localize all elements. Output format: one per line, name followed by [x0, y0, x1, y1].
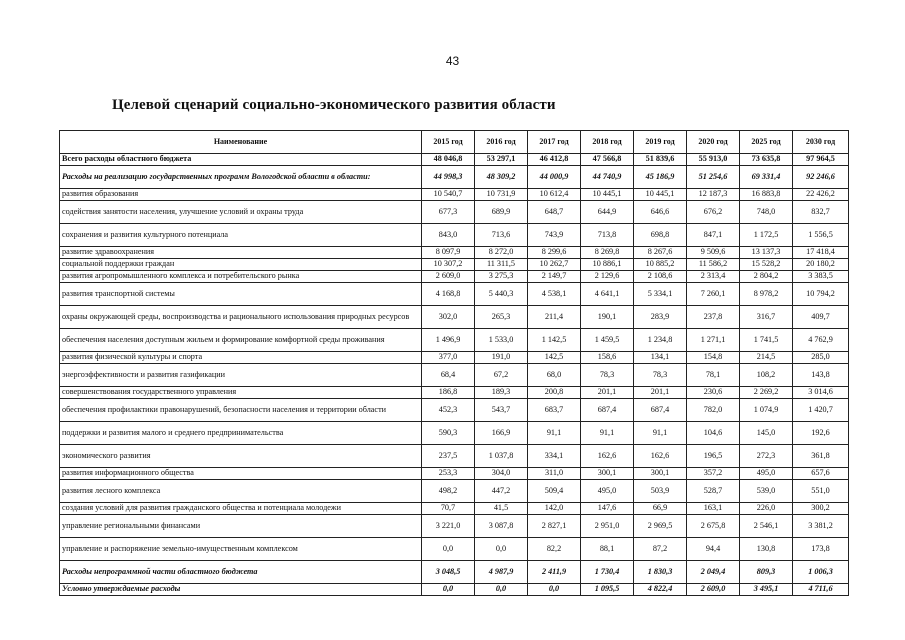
- value-cell-2017: 142,5: [528, 352, 581, 364]
- column-header-2025: 2025 год: [740, 131, 793, 154]
- value-cell-2025: 16 883,8: [740, 189, 793, 201]
- value-cell-2017: 8 299,6: [528, 247, 581, 259]
- value-cell-2025: 15 528,2: [740, 259, 793, 271]
- value-cell-2025: 145,0: [740, 422, 793, 445]
- value-cell-2030: 551,0: [793, 480, 849, 503]
- row-label: создания условий для развития гражданского общества и потенциала молодежи: [60, 503, 422, 515]
- value-cell-2020: 357,2: [687, 468, 740, 480]
- value-cell-2015: 302,0: [422, 306, 475, 329]
- row-label: охраны окружающей среды, воспроизводства и рационального использования природных ресурсов: [60, 306, 422, 329]
- value-cell-2017: 648,7: [528, 201, 581, 224]
- value-cell-2016: 304,0: [475, 468, 528, 480]
- column-header-2017: 2017 год: [528, 131, 581, 154]
- value-cell-2030: 285,0: [793, 352, 849, 364]
- value-cell-2030: 3 381,2: [793, 515, 849, 538]
- row-label: совершенствования государственного управления: [60, 387, 422, 399]
- value-cell-2018: 687,4: [581, 399, 634, 422]
- value-cell-2018: 2 129,6: [581, 271, 634, 283]
- value-cell-2019: 87,2: [634, 538, 687, 561]
- table-row: [60, 306, 849, 329]
- value-cell-2015: 843,0: [422, 224, 475, 247]
- value-cell-2015: 44 998,3: [422, 166, 475, 189]
- value-cell-2015: 68,4: [422, 364, 475, 387]
- row-label: управление и распоряжение земельно-имущественным комплексом: [60, 538, 422, 561]
- value-cell-2030: 1 006,3: [793, 561, 849, 584]
- row-label: развития физической культуры и спорта: [60, 352, 422, 364]
- value-cell-2020: 2 609,0: [687, 584, 740, 596]
- row-label: развитие здравоохранения: [60, 247, 422, 259]
- budget-table: [59, 130, 849, 596]
- value-cell-2030: 92 246,6: [793, 166, 849, 189]
- value-cell-2015: 10 540,7: [422, 189, 475, 201]
- row-label: развития лесного комплекса: [60, 480, 422, 503]
- value-cell-2019: 2 969,5: [634, 515, 687, 538]
- value-cell-2025: 8 978,2: [740, 283, 793, 306]
- value-cell-2018: 158,6: [581, 352, 634, 364]
- row-label: развития транспортной системы: [60, 283, 422, 306]
- value-cell-2017: 10 262,7: [528, 259, 581, 271]
- column-header-2019: 2019 год: [634, 131, 687, 154]
- value-cell-2020: 230,6: [687, 387, 740, 399]
- value-cell-2030: 17 418,4: [793, 247, 849, 259]
- value-cell-2017: 44 000,9: [528, 166, 581, 189]
- value-cell-2017: 2 827,1: [528, 515, 581, 538]
- value-cell-2020: 154,8: [687, 352, 740, 364]
- row-label: развития образования: [60, 189, 422, 201]
- value-cell-2016: 5 440,3: [475, 283, 528, 306]
- value-cell-2015: 498,2: [422, 480, 475, 503]
- value-cell-2016: 189,3: [475, 387, 528, 399]
- value-cell-2025: 2 269,2: [740, 387, 793, 399]
- value-cell-2025: 1 741,5: [740, 329, 793, 352]
- value-cell-2020: 11 586,2: [687, 259, 740, 271]
- value-cell-2025: 2 804,2: [740, 271, 793, 283]
- value-cell-2030: 657,6: [793, 468, 849, 480]
- value-cell-2018: 201,1: [581, 387, 634, 399]
- value-cell-2030: 832,7: [793, 201, 849, 224]
- table-row: [60, 259, 849, 271]
- value-cell-2018: 10 886,1: [581, 259, 634, 271]
- value-cell-2016: 8 272,0: [475, 247, 528, 259]
- value-cell-2018: 1 095,5: [581, 584, 634, 596]
- value-cell-2016: 10 731,9: [475, 189, 528, 201]
- value-cell-2015: 377,0: [422, 352, 475, 364]
- table-row: [60, 468, 849, 480]
- value-cell-2020: 528,7: [687, 480, 740, 503]
- table-row: [60, 271, 849, 283]
- value-cell-2020: 9 509,6: [687, 247, 740, 259]
- value-cell-2020: 2 675,8: [687, 515, 740, 538]
- table-row: [60, 352, 849, 364]
- value-cell-2018: 2 951,0: [581, 515, 634, 538]
- value-cell-2016: 67,2: [475, 364, 528, 387]
- value-cell-2020: 78,1: [687, 364, 740, 387]
- value-cell-2018: 47 566,8: [581, 154, 634, 166]
- row-label: развития информационного общества: [60, 468, 422, 480]
- table-body: [60, 154, 849, 596]
- value-cell-2025: 3 495,1: [740, 584, 793, 596]
- value-cell-2020: 237,8: [687, 306, 740, 329]
- value-cell-2030: 300,2: [793, 503, 849, 515]
- value-cell-2019: 687,4: [634, 399, 687, 422]
- value-cell-2025: 1 172,5: [740, 224, 793, 247]
- value-cell-2015: 186,8: [422, 387, 475, 399]
- value-cell-2025: 495,0: [740, 468, 793, 480]
- row-label: содействия занятости населения, улучшение условий и охраны труда: [60, 201, 422, 224]
- value-cell-2017: 91,1: [528, 422, 581, 445]
- value-cell-2025: 316,7: [740, 306, 793, 329]
- value-cell-2025: 748,0: [740, 201, 793, 224]
- value-cell-2016: 3 087,8: [475, 515, 528, 538]
- value-cell-2015: 452,3: [422, 399, 475, 422]
- value-cell-2025: 130,8: [740, 538, 793, 561]
- value-cell-2030: 361,8: [793, 445, 849, 468]
- value-cell-2019: 283,9: [634, 306, 687, 329]
- row-label: поддержки и развития малого и среднего предпринимательства: [60, 422, 422, 445]
- value-cell-2030: 3 014,6: [793, 387, 849, 399]
- value-cell-2020: 104,6: [687, 422, 740, 445]
- row-label: обеспечения профилактики правонарушений, безопасности населения и территории области: [60, 399, 422, 422]
- document-title: Целевой сценарий социально-экономического развития области: [112, 97, 556, 113]
- value-cell-2016: 11 311,5: [475, 259, 528, 271]
- value-cell-2025: 73 635,8: [740, 154, 793, 166]
- value-cell-2017: 46 412,8: [528, 154, 581, 166]
- value-cell-2017: 0,0: [528, 584, 581, 596]
- value-cell-2019: 503,9: [634, 480, 687, 503]
- value-cell-2025: 809,3: [740, 561, 793, 584]
- value-cell-2016: 41,5: [475, 503, 528, 515]
- table-row: [60, 584, 849, 596]
- value-cell-2025: 214,5: [740, 352, 793, 364]
- value-cell-2017: 2 411,9: [528, 561, 581, 584]
- row-label: Всего расходы областного бюджета: [60, 154, 422, 166]
- value-cell-2018: 91,1: [581, 422, 634, 445]
- table-row: [60, 201, 849, 224]
- value-cell-2030: 97 964,5: [793, 154, 849, 166]
- value-cell-2025: 13 137,3: [740, 247, 793, 259]
- value-cell-2030: 173,8: [793, 538, 849, 561]
- value-cell-2017: 10 612,4: [528, 189, 581, 201]
- value-cell-2020: 51 254,6: [687, 166, 740, 189]
- table-row: [60, 399, 849, 422]
- value-cell-2015: 1 496,9: [422, 329, 475, 352]
- value-cell-2016: 447,2: [475, 480, 528, 503]
- column-header-2016: 2016 год: [475, 131, 528, 154]
- value-cell-2030: 1 556,5: [793, 224, 849, 247]
- value-cell-2018: 78,3: [581, 364, 634, 387]
- value-cell-2030: 4 762,9: [793, 329, 849, 352]
- value-cell-2018: 44 740,9: [581, 166, 634, 189]
- table-row: [60, 247, 849, 259]
- value-cell-2015: 0,0: [422, 538, 475, 561]
- value-cell-2016: 713,6: [475, 224, 528, 247]
- value-cell-2016: 265,3: [475, 306, 528, 329]
- value-cell-2025: 539,0: [740, 480, 793, 503]
- value-cell-2018: 162,6: [581, 445, 634, 468]
- value-cell-2016: 53 297,1: [475, 154, 528, 166]
- value-cell-2018: 8 269,8: [581, 247, 634, 259]
- value-cell-2019: 2 108,6: [634, 271, 687, 283]
- value-cell-2015: 3 221,0: [422, 515, 475, 538]
- value-cell-2025: 272,3: [740, 445, 793, 468]
- value-cell-2019: 201,1: [634, 387, 687, 399]
- value-cell-2015: 48 046,8: [422, 154, 475, 166]
- value-cell-2017: 200,8: [528, 387, 581, 399]
- value-cell-2018: 495,0: [581, 480, 634, 503]
- value-cell-2018: 10 445,1: [581, 189, 634, 201]
- value-cell-2015: 590,3: [422, 422, 475, 445]
- value-cell-2019: 10 445,1: [634, 189, 687, 201]
- value-cell-2020: 676,2: [687, 201, 740, 224]
- value-cell-2017: 311,0: [528, 468, 581, 480]
- table-row: [60, 387, 849, 399]
- value-cell-2030: 10 794,2: [793, 283, 849, 306]
- value-cell-2017: 2 149,7: [528, 271, 581, 283]
- value-cell-2018: 147,6: [581, 503, 634, 515]
- value-cell-2030: 1 420,7: [793, 399, 849, 422]
- table-row: [60, 364, 849, 387]
- value-cell-2025: 69 331,4: [740, 166, 793, 189]
- column-header-2030: 2030 год: [793, 131, 849, 154]
- value-cell-2015: 8 097,9: [422, 247, 475, 259]
- value-cell-2030: 20 180,2: [793, 259, 849, 271]
- value-cell-2016: 1 533,0: [475, 329, 528, 352]
- value-cell-2017: 1 142,5: [528, 329, 581, 352]
- table-row: [60, 561, 849, 584]
- value-cell-2015: 253,3: [422, 468, 475, 480]
- value-cell-2020: 2 049,4: [687, 561, 740, 584]
- value-cell-2020: 196,5: [687, 445, 740, 468]
- page-number: 43: [445, 54, 460, 68]
- row-label: Расходы непрограммной части областного бюджета: [60, 561, 422, 584]
- row-label: экономического развития: [60, 445, 422, 468]
- value-cell-2017: 509,4: [528, 480, 581, 503]
- value-cell-2030: 143,8: [793, 364, 849, 387]
- value-cell-2020: 12 187,3: [687, 189, 740, 201]
- table-row: [60, 422, 849, 445]
- value-cell-2025: 2 546,1: [740, 515, 793, 538]
- value-cell-2020: 163,1: [687, 503, 740, 515]
- value-cell-2019: 4 822,4: [634, 584, 687, 596]
- row-label: сохранения и развития культурного потенциала: [60, 224, 422, 247]
- value-cell-2019: 10 885,2: [634, 259, 687, 271]
- table-row: [60, 503, 849, 515]
- value-cell-2020: 1 271,1: [687, 329, 740, 352]
- table-row: [60, 329, 849, 352]
- value-cell-2017: 68,0: [528, 364, 581, 387]
- column-header-2018: 2018 год: [581, 131, 634, 154]
- value-cell-2020: 782,0: [687, 399, 740, 422]
- value-cell-2020: 7 260,1: [687, 283, 740, 306]
- value-cell-2020: 847,1: [687, 224, 740, 247]
- value-cell-2016: 0,0: [475, 538, 528, 561]
- table-header-row: [60, 131, 849, 154]
- value-cell-2030: 409,7: [793, 306, 849, 329]
- value-cell-2015: 0,0: [422, 584, 475, 596]
- row-label: управление региональными финансами: [60, 515, 422, 538]
- row-label: развития агропромышленного комплекса и потребительского рынка: [60, 271, 422, 283]
- value-cell-2019: 5 334,1: [634, 283, 687, 306]
- value-cell-2018: 1 730,4: [581, 561, 634, 584]
- table-row: [60, 166, 849, 189]
- value-cell-2019: 66,9: [634, 503, 687, 515]
- value-cell-2019: 162,6: [634, 445, 687, 468]
- row-label: обеспечения населения доступным жильем и формирование комфортной среды проживания: [60, 329, 422, 352]
- table-row: [60, 538, 849, 561]
- table-row: [60, 480, 849, 503]
- value-cell-2025: 1 074,9: [740, 399, 793, 422]
- value-cell-2030: 22 426,2: [793, 189, 849, 201]
- value-cell-2025: 108,2: [740, 364, 793, 387]
- row-label: энергоэффективности и развития газификации: [60, 364, 422, 387]
- value-cell-2019: 8 267,6: [634, 247, 687, 259]
- table-row: [60, 189, 849, 201]
- value-cell-2018: 1 459,5: [581, 329, 634, 352]
- value-cell-2019: 300,1: [634, 468, 687, 480]
- value-cell-2030: 192,6: [793, 422, 849, 445]
- value-cell-2015: 4 168,8: [422, 283, 475, 306]
- value-cell-2016: 1 037,8: [475, 445, 528, 468]
- row-label: социальной поддержки граждан: [60, 259, 422, 271]
- value-cell-2019: 698,8: [634, 224, 687, 247]
- value-cell-2019: 91,1: [634, 422, 687, 445]
- value-cell-2016: 191,0: [475, 352, 528, 364]
- value-cell-2016: 4 987,9: [475, 561, 528, 584]
- value-cell-2017: 743,9: [528, 224, 581, 247]
- value-cell-2015: 677,3: [422, 201, 475, 224]
- value-cell-2019: 78,3: [634, 364, 687, 387]
- value-cell-2030: 3 383,5: [793, 271, 849, 283]
- value-cell-2030: 4 711,6: [793, 584, 849, 596]
- column-header-2020: 2020 год: [687, 131, 740, 154]
- value-cell-2017: 683,7: [528, 399, 581, 422]
- row-label: Условно утверждаемые расходы: [60, 584, 422, 596]
- table-row: [60, 224, 849, 247]
- value-cell-2019: 1 234,8: [634, 329, 687, 352]
- value-cell-2015: 10 307,2: [422, 259, 475, 271]
- table-row: [60, 283, 849, 306]
- value-cell-2015: 237,5: [422, 445, 475, 468]
- value-cell-2016: 689,9: [475, 201, 528, 224]
- column-header-name: Наименование: [60, 131, 422, 154]
- value-cell-2015: 70,7: [422, 503, 475, 515]
- value-cell-2019: 1 830,3: [634, 561, 687, 584]
- table-row: [60, 515, 849, 538]
- table-row: [60, 445, 849, 468]
- value-cell-2016: 48 309,2: [475, 166, 528, 189]
- value-cell-2019: 134,1: [634, 352, 687, 364]
- value-cell-2020: 94,4: [687, 538, 740, 561]
- value-cell-2017: 82,2: [528, 538, 581, 561]
- value-cell-2019: 45 186,9: [634, 166, 687, 189]
- value-cell-2017: 142,0: [528, 503, 581, 515]
- value-cell-2016: 0,0: [475, 584, 528, 596]
- value-cell-2018: 644,9: [581, 201, 634, 224]
- value-cell-2018: 88,1: [581, 538, 634, 561]
- value-cell-2016: 3 275,3: [475, 271, 528, 283]
- value-cell-2019: 646,6: [634, 201, 687, 224]
- value-cell-2015: 3 048,5: [422, 561, 475, 584]
- value-cell-2018: 190,1: [581, 306, 634, 329]
- value-cell-2025: 226,0: [740, 503, 793, 515]
- value-cell-2016: 166,9: [475, 422, 528, 445]
- value-cell-2017: 4 538,1: [528, 283, 581, 306]
- value-cell-2018: 300,1: [581, 468, 634, 480]
- table-row: [60, 154, 849, 166]
- column-header-2015: 2015 год: [422, 131, 475, 154]
- value-cell-2017: 211,4: [528, 306, 581, 329]
- value-cell-2017: 334,1: [528, 445, 581, 468]
- value-cell-2016: 543,7: [475, 399, 528, 422]
- value-cell-2015: 2 609,0: [422, 271, 475, 283]
- row-label: Расходы на реализацию государственных программ Вологодской области в области:: [60, 166, 422, 189]
- value-cell-2018: 713,8: [581, 224, 634, 247]
- value-cell-2018: 4 641,1: [581, 283, 634, 306]
- value-cell-2020: 55 913,0: [687, 154, 740, 166]
- value-cell-2020: 2 313,4: [687, 271, 740, 283]
- value-cell-2019: 51 839,6: [634, 154, 687, 166]
